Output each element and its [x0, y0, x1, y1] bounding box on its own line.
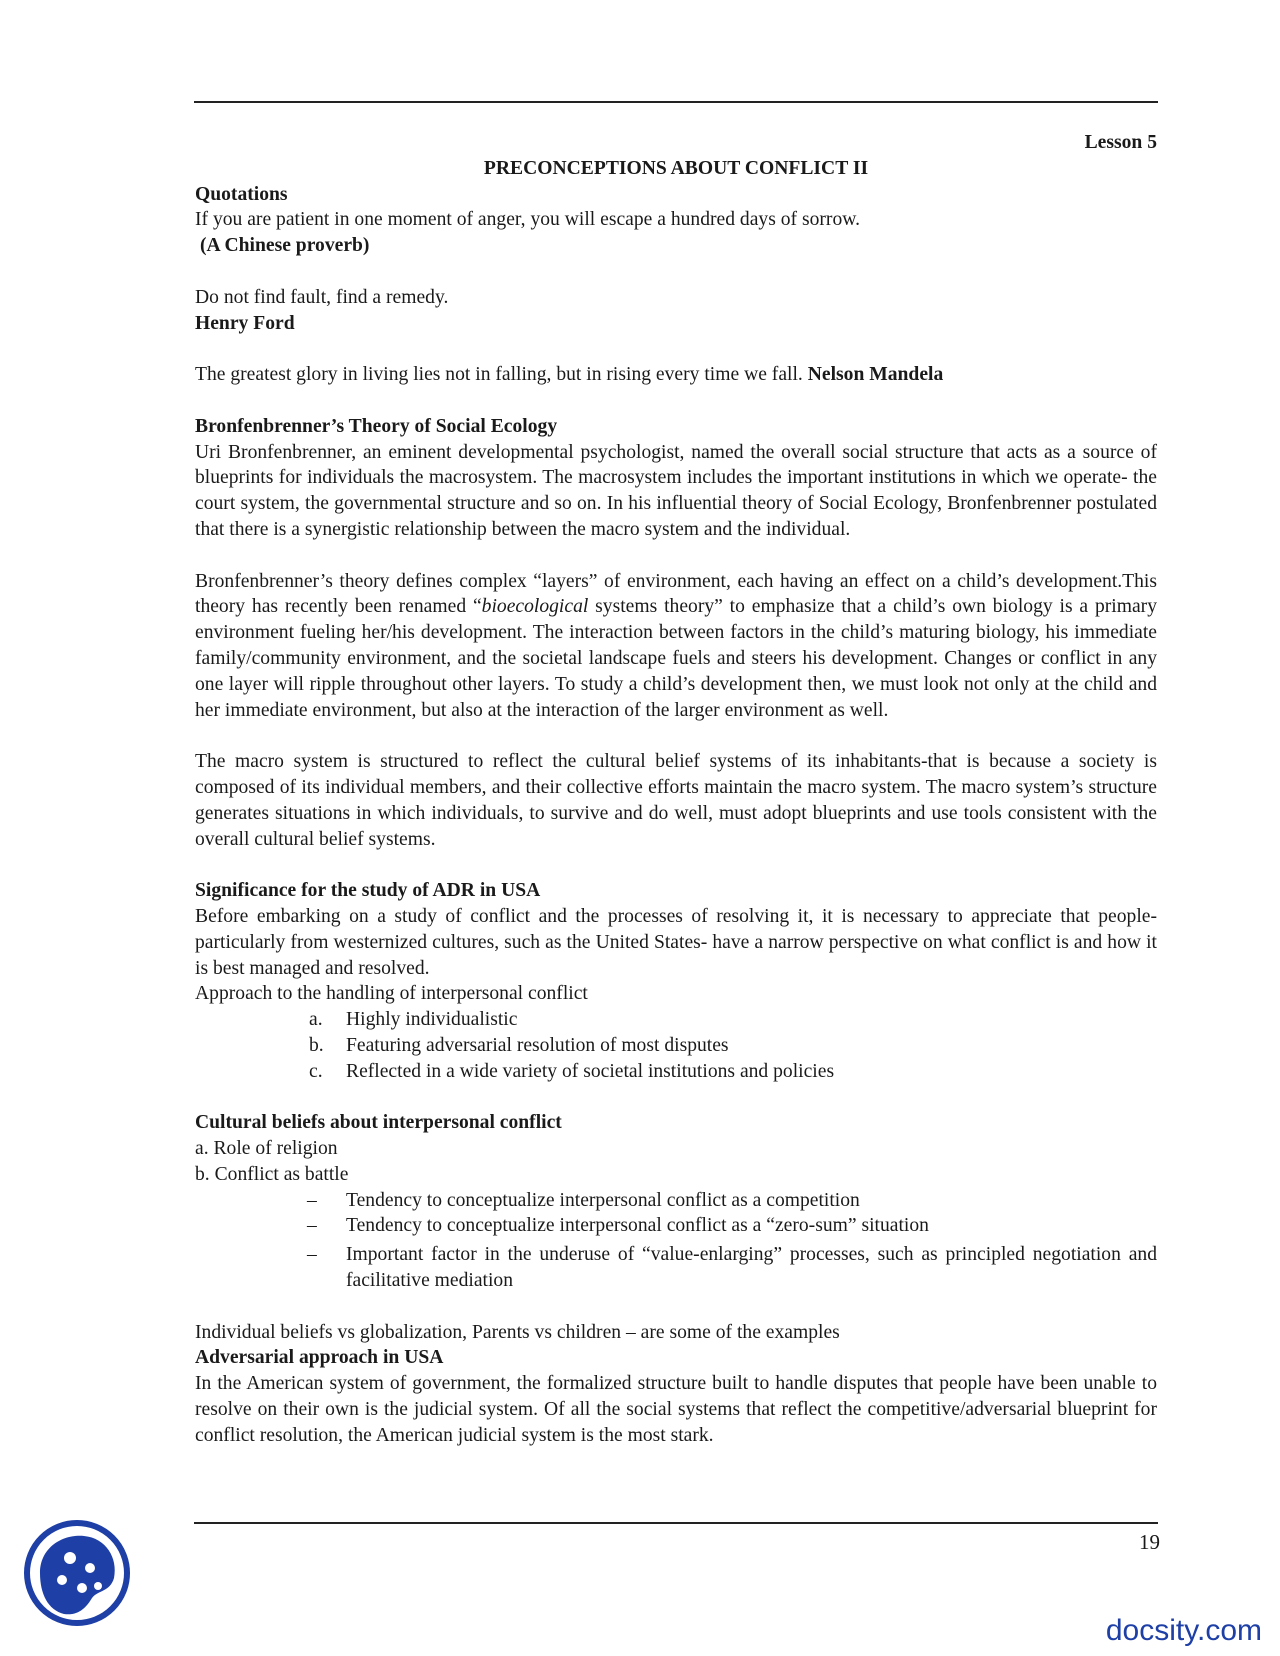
battle-list	[195, 1188, 1157, 1294]
page-number: 19	[1139, 1530, 1160, 1554]
significance-paragraph: Before embarking on a study of conflict and the processes of resolving it, it is necessary to appreciate that people- particularly from westernized cultures, such as the United States- have a narrow perspective on what conflict is and how it is best managed and resolved.	[195, 905, 1157, 979]
page-title: PRECONCEPTIONS ABOUT CONFLICT II	[483, 157, 869, 179]
p2-part-a: Bronfenbrenner’s theory defines complex “layers” of environment, each having an effect on a child’s development.This theory has recently been renamed “	[195, 570, 1157, 618]
p2-part-b: systems theory” to emphasize that a child’s own biology is a primary environment fueling her/his development. The interaction between factors in the child’s maturing biology, his immediate family/community environment, and the societal landscape fuels and steers his development. Changes or conflict in any one layer will ripple throughout other layers. To study a child’s development then, we must look not only at the child and her immediate environment, but also at the interaction of the larger environment as well.	[195, 596, 1158, 721]
approach-list	[195, 1007, 1157, 1084]
bottom-rule	[194, 1522, 1158, 1524]
bronfenbrenner-heading: Bronfenbrenner’s Theory of Social Ecology	[195, 415, 558, 437]
list-item: – Tendency to conceptualize interpersonal conflict as a “zero-sum” situation	[307, 1215, 929, 1237]
adversarial-heading: Adversarial approach in USA	[195, 1347, 444, 1369]
p2-italic: bioecological	[481, 596, 589, 618]
quote-3-line	[195, 362, 1157, 388]
bronfenbrenner-paragraph-3: The macro system is structured to reflect the cultural belief systems of its inhabitants-that is because a society is composed of its individual members, and their collective efforts maintain the macro system. The macro system’s structure generates situations in which individuals, to survive and do well, must adopt blueprints and use tools consistent with the overall cultural belief systems.	[195, 751, 1157, 850]
top-rule	[194, 101, 1158, 103]
quotations-heading: Quotations	[195, 183, 288, 205]
cultural-heading: Cultural beliefs about interpersonal conflict	[195, 1112, 562, 1134]
quote-3: The greatest glory in living lies not in falling, but in rising every time we fall.	[195, 364, 803, 386]
adversarial-paragraph: In the American system of government, the formalized structure built to handle disputes that people have been unable to resolve on their own is the judicial system. Of all the social systems that reflect the competitive/adversarial blueprint for conflict resolution, the American judicial system is the most stark.	[195, 1373, 1157, 1446]
quote-2-author: Henry Ford	[195, 312, 295, 334]
docsity-brand-link[interactable]: docsity.com	[1105, 1614, 1262, 1647]
list-item: b. Featuring adversarial resolution of most disputes	[309, 1034, 729, 1056]
docsity-logo-icon[interactable]	[22, 1518, 132, 1628]
list-item: a. Highly individualistic	[309, 1009, 518, 1031]
quote-3-author: Nelson Mandela	[807, 364, 944, 386]
significance-heading: Significance for the study of ADR in USA	[195, 880, 541, 902]
document-body	[195, 130, 1157, 1449]
bronfenbrenner-paragraph-2	[195, 569, 1157, 724]
quote-1: If you are patient in one moment of anger, you will escape a hundred days of sorrow.	[195, 209, 861, 231]
list-item: c. Reflected in a wide variety of societal institutions and policies	[309, 1060, 835, 1082]
approach-line: Approach to the handling of interpersonal conflict	[195, 983, 588, 1005]
bronfenbrenner-paragraph-1: Uri Bronfenbrenner, an eminent developmental psychologist, named the overall social structure that acts as a source of blueprints for individuals the macrosystem. The macrosystem includes the important institutions in which we operate- the court system, the governmental structure and so on. In his influential theory of Social Ecology, Bronfenbrenner postulated that there is a synergistic relationship between the macro system and the individual.	[195, 441, 1157, 540]
lesson-label: Lesson 5	[1084, 132, 1157, 153]
cultural-b: b. Conflict as battle	[195, 1163, 349, 1185]
list-item: – Important factor in the underuse of “value-enlarging” processes, such as principled negotiation and facilitative mediation	[307, 1244, 1157, 1292]
examples-line: Individual beliefs vs globalization, Parents vs children – are some of the examples	[195, 1321, 840, 1343]
cultural-a: a. Role of religion	[195, 1138, 338, 1160]
quote-1-author: (A Chinese proverb)	[200, 235, 370, 257]
list-item: – Tendency to conceptualize interpersonal conflict as a competition	[307, 1189, 860, 1211]
quote-2: Do not find fault, find a remedy.	[195, 286, 449, 308]
